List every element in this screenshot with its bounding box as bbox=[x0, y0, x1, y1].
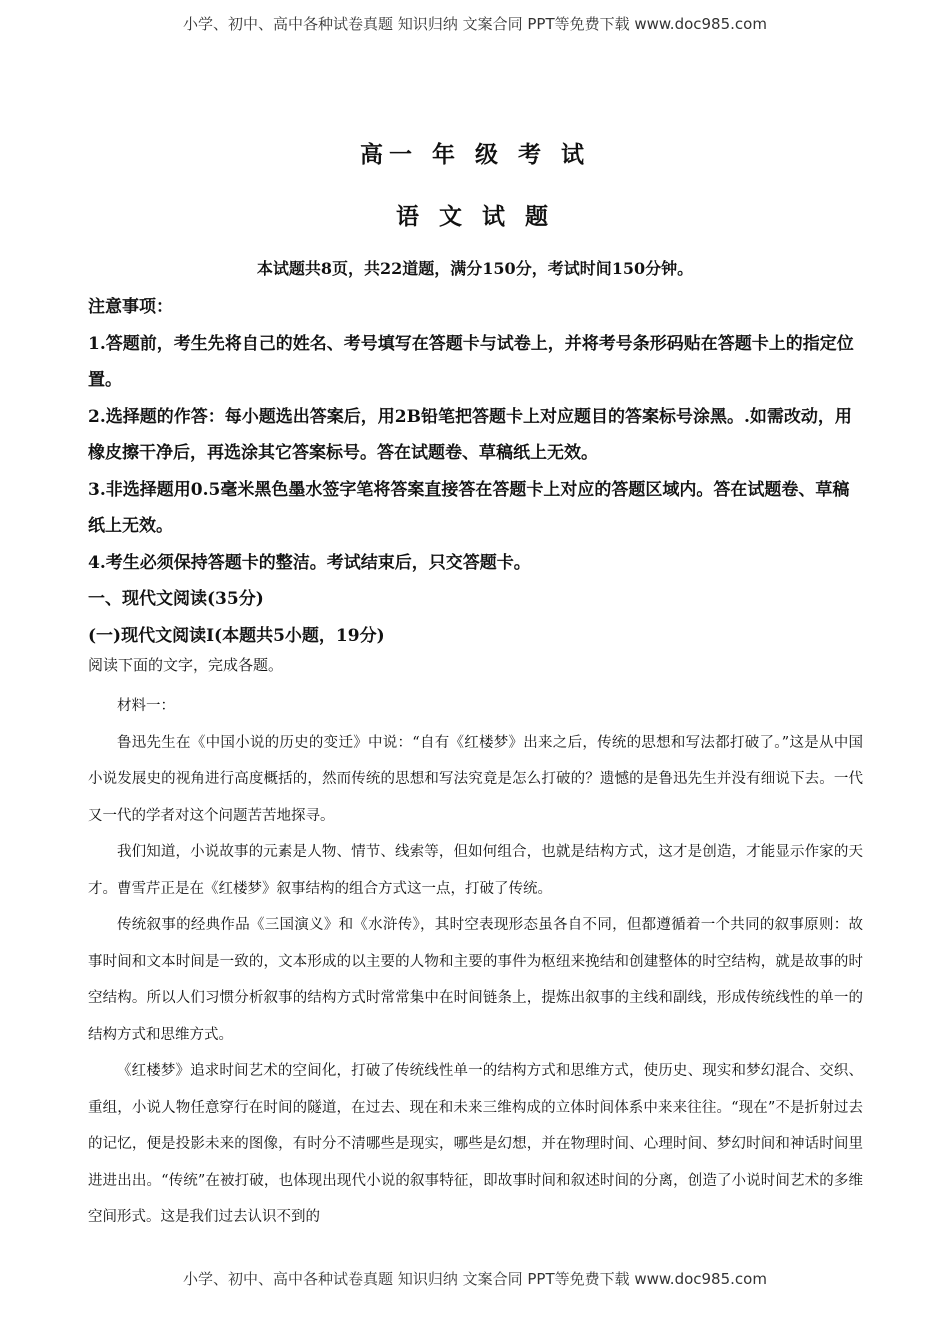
paragraph-2: 我们知道，小说故事的元素是人物、情节、线索等，但如何组合，也就是结构方式，这才是创造，才能显示作家的天才。曹雪芹正是在《红楼梦》叙事结构的组合方式这一点，打破了传统。 bbox=[88, 844, 863, 897]
paragraph-4: 《红楼梦》追求时间艺术的空间化，打破了传统线性单一的结构方式和思维方式，使历史、现实和梦幻混合、交织、重组，小说人物任意穿行在时间的隧道，在过去、现在和未来三维构成的立体时间体系中来来往往。“现在”不是折射过去的记忆，便是投影未来的图像，有时分不清哪些是现实，哪些是幻想，并在物理时间、心理时间、梦幻时间和神话时间里进进出出。“传统”在被打破，也体现出现代小说的叙事特征，即故事时间和叙述时间的分离，创造了小说时间艺术的多维空间形式。这是我们过去认识不到的 bbox=[88, 1063, 863, 1225]
paragraph-3: 传统叙事的经典作品《三国演义》和《水浒传》，其时空表现形态虽各自不同，但都遵循着一个共同的叙事原则：故事时间和文本时间是一致的，文本形成的以主要的人物和主要的事件为枢纽来挽结和创建整体的时空结构，就是故事的时空结构。所以人们习惯分析叙事的结构方式时常常集中在时间链条上，提炼出叙事的主线和副线，形成传统线性的单一的结构方式和思维方式。 bbox=[88, 917, 863, 1043]
exam-info: 本试题共8页，共22道题，满分150分，考试时间150分钟。 bbox=[256, 259, 694, 278]
material-text bbox=[88, 688, 863, 1236]
note-item-3: 3.非选择题用0.5毫米黑色墨水签字笔将答案直接答在答题卡上对应的答题区域内。答在试题卷、草稿纸上无效。 bbox=[88, 479, 850, 536]
section-heading: 一、现代文阅读(35分) bbox=[88, 589, 264, 609]
footer-banner: 小学、初中、高中各种试卷真题 知识归纳 文案合同 PPT等免费下载 www.doc985.com bbox=[183, 1270, 767, 1288]
note-item-4: 4.考生必须保持答题卡的整洁。考试结束后，只交答题卡。 bbox=[88, 552, 531, 573]
paragraph-1: 鲁迅先生在《中国小说的历史的变迁》中说：“自有《红楼梦》出来之后，传统的思想和写法都打破了。”这是从中国小说发展史的视角进行高度概括的，然而传统的思想和写法究竟是怎么打破的？遗憾的是鲁迅先生并没有细说下去。一代又一代的学者对这个问题苦苦地探寻。 bbox=[88, 734, 863, 824]
exam-title: 高一 年 级 考 试 bbox=[359, 141, 591, 168]
subsection-heading: (一)现代文阅读Ⅰ(本题共5小题，19分) bbox=[88, 625, 385, 646]
header-banner: 小学、初中、高中各种试卷真题 知识归纳 文案合同 PPT等免费下载 www.doc985.com bbox=[183, 15, 767, 33]
note-item-1: 1.答题前，考生先将自己的姓名、考号填写在答题卡与试卷上，并将考号条形码贴在答题卡上的指定位置。 bbox=[88, 333, 854, 390]
subject-title: 语 文 试 题 bbox=[395, 203, 555, 230]
note-item-2: 2.选择题的作答：每小题选出答案后，用2B铅笔把答题卡上对应题目的答案标号涂黑。.如需改动，用橡皮擦干净后，再选涂其它答案标号。答在试题卷、草稿纸上无效。 bbox=[88, 406, 852, 463]
notes-heading: 注意事项： bbox=[88, 297, 173, 317]
notes-section bbox=[88, 289, 863, 654]
material-label: 材料一： bbox=[117, 698, 175, 714]
reading-instruction: 阅读下面的文字，完成各题。 bbox=[88, 656, 284, 674]
